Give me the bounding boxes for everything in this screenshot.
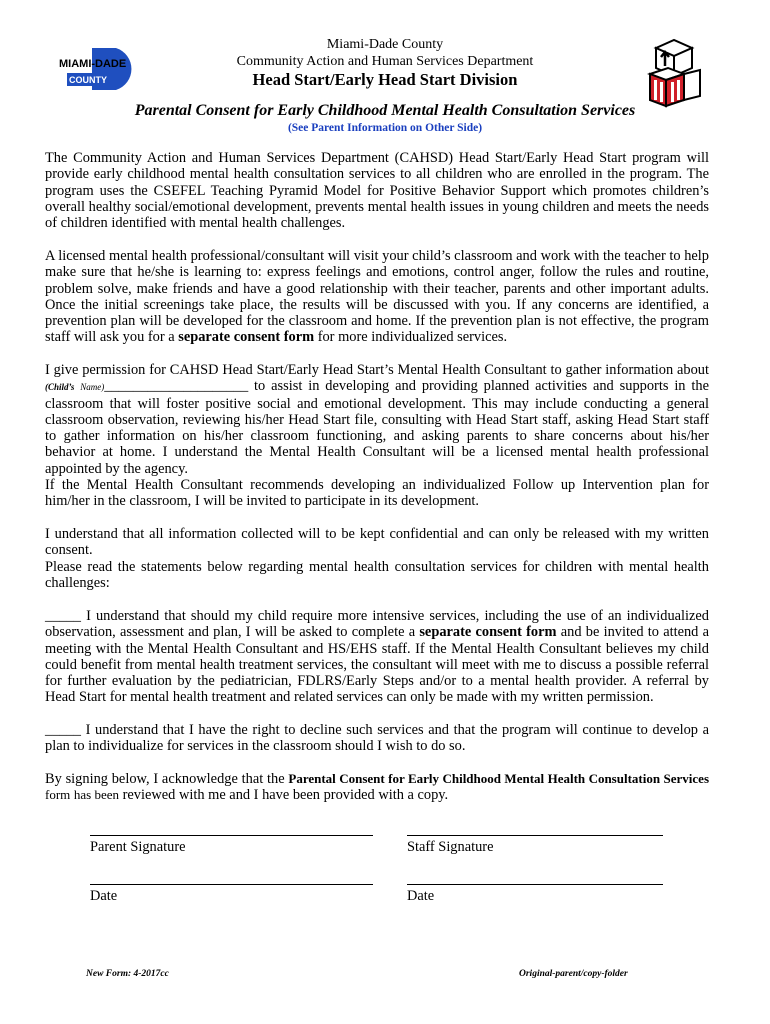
paragraph-read-statements: Please read the statements below regarding mental health consultation services for children with mental health challenges: [45, 559, 709, 592]
paragraph-acknowledgement [45, 771, 709, 804]
staff-signature-line[interactable] [407, 835, 663, 836]
logo-text-bottom: COUNTY [69, 75, 107, 85]
department-name: Community Action and Human Services Department [236, 54, 534, 69]
p2-text-b: for more individualized services. [314, 329, 508, 346]
name-label: Name) [80, 382, 105, 393]
p9-text-b: reviewed with me and I have been provided with a copy. [119, 787, 449, 804]
p3-text-a: I give permission for CAHSD Head Start/Early Head Start’s Mental Health Consultant to gather information about [45, 362, 709, 378]
p7-text-a: I understand that should my child require more intensive services, including the use of an individualized observation, assessment and plan, I will be asked to complete a [45, 608, 709, 641]
parent-signature-line[interactable] [90, 835, 373, 836]
p2-separate-consent-form: separate consent form [178, 329, 315, 346]
p9-text-a: By signing below, I acknowledge that the [45, 771, 289, 787]
initial-blank-2[interactable]: _____ [45, 722, 81, 738]
p7-text-b: and be invited to attend a meeting with the Mental Health Consultant and HS/EHS staff. If the Mental Health Consultant believes my child could benefit from mental health treatment services, the consultant will meet with me to discuss a possible referral for further evaluation by the pediatrician, FDLRS/Early Steps and/or to a mental health provider. A referral by Head Start for mental health treatment and related services can only be made with my written permission. [45, 624, 710, 706]
staff-signature-label: Staff Signature [407, 839, 494, 855]
division-name: Head Start/Early Head Start Division [252, 70, 518, 89]
paragraph-right-to-decline [45, 722, 709, 755]
p7-separate-consent-form: separate consent form [419, 624, 557, 641]
paragraph-program-intro: The Community Action and Human Services Department (CAHSD) Head Start/Early Head Start program will provide early childhood mental health consultation services to all children who are enrolled in the program. The program uses the CSEFEL Teaching Pyramid Model for Positive Behavior Support which promotes children’s overall healthy social/emotional development, prevents mental health issues in young children and meets the needs of children identified with mental health challenges. [45, 150, 709, 232]
document-subtitle: (See Parent Information on Other Side) [287, 122, 483, 134]
p3-text-b: to assist in developing and providing planned activities and supports in the classroom that will foster positive social and emotional development. This may include conducting a general classroom observation, reviewing his/her Head Start file, consulting with Head Start staff, asking Head Start staff to gather information on his/her classroom functioning, and asking parents to share concerns about his/her behavior at home. I understand the Mental Health Consultant will be a licensed mental health professional appointed by the agency. [45, 378, 709, 477]
parent-date-label: Date [90, 888, 118, 904]
initial-blank-1[interactable]: _____ [45, 608, 81, 624]
p9-form-word: form [45, 787, 71, 803]
footer-form-revision: New Form: 4-2017cc [86, 969, 169, 979]
p2-text-a: A licensed mental health professional/consultant will visit your child’s classroom and work with the teacher to help make sure that he/she is learning to: express feelings and emotions, control anger, follow the rules and routine, problem solve, make friends and have a good relationship with their teacher, parents and other important adults. Once the initial screenings take place, the results will be discussed with you. If any concerns are identified, a prevention plan will be developed for the classroom and home. If the prevention plan is not effective, the program staff will ask you for a [45, 248, 709, 346]
p8-text-a: I understand that I have the right to decline such services and that the program will continue to develop a plan to individualize for services in the classroom should I wish to do so. [45, 722, 709, 755]
childs-label: (Child’s [45, 382, 75, 393]
footer-distribution: Original-parent/copy-folder [519, 969, 628, 979]
parent-date-line[interactable] [90, 884, 373, 885]
letterhead [0, 36, 770, 90]
county-name: Miami-Dade County [326, 37, 444, 52]
staff-date-label: Date [407, 888, 435, 904]
paragraph-intensive-services [45, 608, 709, 706]
document-title: Parental Consent for Early Childhood Mental Health Consultation Services [134, 102, 636, 119]
paragraph-permission [45, 362, 709, 477]
paragraph-confidentiality: I understand that all information collected will to be kept confidential and can only be released with my written consent. [45, 526, 709, 559]
paragraph-follow-up-plan: If the Mental Health Consultant recommends developing an individualized Follow up Intervention plan for him/her in the classroom, I will be invited to participate in its development. [45, 477, 709, 510]
logo-text-top: MIAMI-DADE [59, 58, 127, 70]
child-name-blank[interactable]: ____________________ [104, 378, 249, 395]
staff-date-line[interactable] [407, 884, 663, 885]
p9-form-title: Parental Consent for Early Childhood Mental Health Consultation Services [288, 771, 710, 786]
paragraph-consultant-visit [45, 248, 709, 346]
p9-has-been: has been [73, 787, 120, 803]
parent-signature-label: Parent Signature [90, 839, 186, 855]
